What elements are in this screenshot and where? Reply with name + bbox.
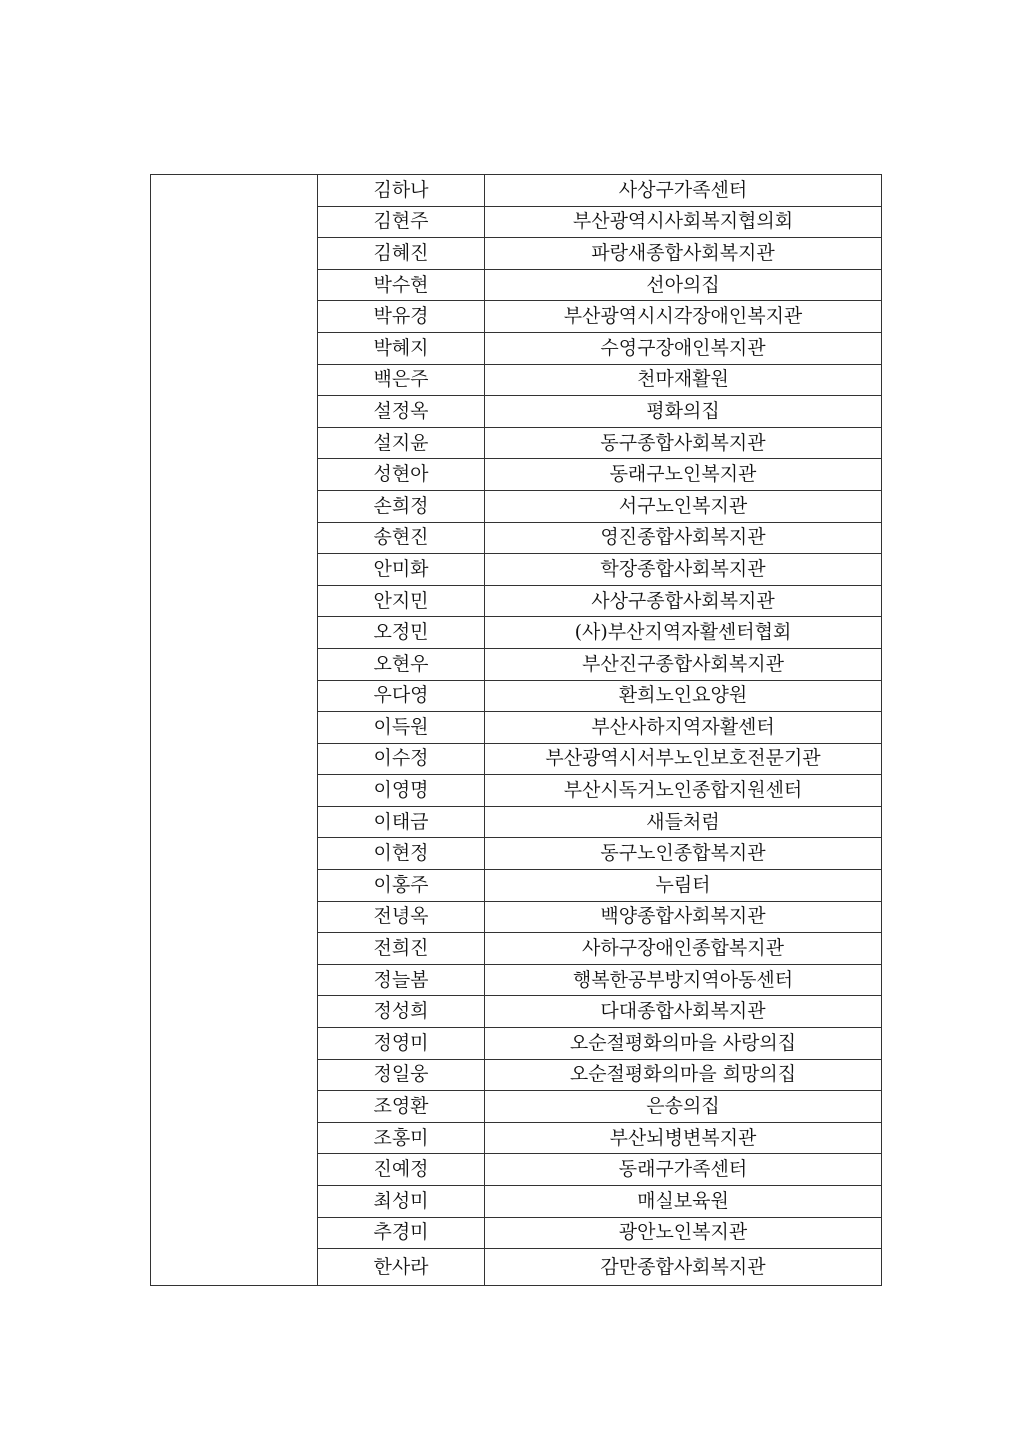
participant-table <box>150 174 882 1286</box>
organization-cell: 행복한공부방지역아동센터 <box>485 964 882 996</box>
name-cell: 조영환 <box>318 1091 485 1123</box>
name-cell: 오정민 <box>318 617 485 649</box>
organization-cell: 다대종합사회복지관 <box>485 996 882 1028</box>
name-cell: 이현정 <box>318 838 485 870</box>
organization-cell: 부산광역시서부노인보호전문기관 <box>485 743 882 775</box>
organization-cell: 부산진구종합사회복지관 <box>485 648 882 680</box>
organization-cell: 천마재활원 <box>485 364 882 396</box>
organization-cell: 광안노인복지관 <box>485 1217 882 1249</box>
organization-cell: (사)부산지역자활센터협회 <box>485 617 882 649</box>
organization-cell: 평화의집 <box>485 396 882 428</box>
name-cell: 안미화 <box>318 554 485 586</box>
organization-cell: 학장종합사회복지관 <box>485 554 882 586</box>
organization-cell: 동구노인종합복지관 <box>485 838 882 870</box>
name-cell: 김현주 <box>318 206 485 238</box>
organization-cell: 부산시독거노인종합지원센터 <box>485 775 882 807</box>
name-cell: 전녕옥 <box>318 901 485 933</box>
organization-cell: 매실보육원 <box>485 1186 882 1218</box>
name-cell: 안지민 <box>318 585 485 617</box>
organization-cell: 감만종합사회복지관 <box>485 1249 882 1286</box>
name-cell: 한사라 <box>318 1249 485 1286</box>
name-cell: 박혜지 <box>318 332 485 364</box>
name-cell: 성현아 <box>318 459 485 491</box>
name-cell: 진예정 <box>318 1154 485 1186</box>
name-cell: 정영미 <box>318 1028 485 1060</box>
name-cell: 손희정 <box>318 490 485 522</box>
name-cell: 정늘봄 <box>318 964 485 996</box>
name-cell: 우다영 <box>318 680 485 712</box>
participant-table-body <box>151 175 882 1286</box>
organization-cell: 동구종합사회복지관 <box>485 427 882 459</box>
organization-cell: 부산광역시시각장애인복지관 <box>485 301 882 333</box>
organization-cell: 누림터 <box>485 870 882 902</box>
organization-cell: 사하구장애인종합복지관 <box>485 933 882 965</box>
organization-cell: 사상구가족센터 <box>485 175 882 207</box>
organization-cell: 새들처럼 <box>485 806 882 838</box>
name-cell: 오현우 <box>318 648 485 680</box>
organization-cell: 동래구노인복지관 <box>485 459 882 491</box>
organization-cell: 오순절평화의마을 사랑의집 <box>485 1028 882 1060</box>
organization-cell: 부산뇌병변복지관 <box>485 1122 882 1154</box>
name-cell: 이득원 <box>318 712 485 744</box>
name-cell: 전희진 <box>318 933 485 965</box>
name-cell: 추경미 <box>318 1217 485 1249</box>
organization-cell: 백양종합사회복지관 <box>485 901 882 933</box>
organization-cell: 환희노인요양원 <box>485 680 882 712</box>
name-cell: 송현진 <box>318 522 485 554</box>
name-cell: 조홍미 <box>318 1122 485 1154</box>
name-cell: 설지윤 <box>318 427 485 459</box>
name-cell: 박수현 <box>318 269 485 301</box>
name-cell: 백은주 <box>318 364 485 396</box>
name-cell: 이수정 <box>318 743 485 775</box>
group-label-cell <box>151 175 318 1286</box>
name-cell: 김혜진 <box>318 238 485 270</box>
organization-cell: 영진종합사회복지관 <box>485 522 882 554</box>
table-row <box>151 175 882 207</box>
name-cell: 정성희 <box>318 996 485 1028</box>
name-cell: 이태금 <box>318 806 485 838</box>
organization-cell: 선아의집 <box>485 269 882 301</box>
name-cell: 김하나 <box>318 175 485 207</box>
organization-cell: 수영구장애인복지관 <box>485 332 882 364</box>
organization-cell: 파랑새종합사회복지관 <box>485 238 882 270</box>
name-cell: 정일웅 <box>318 1059 485 1091</box>
name-cell: 박유경 <box>318 301 485 333</box>
organization-cell: 오순절평화의마을 희망의집 <box>485 1059 882 1091</box>
name-cell: 이영명 <box>318 775 485 807</box>
name-cell: 설정옥 <box>318 396 485 428</box>
name-cell: 최성미 <box>318 1186 485 1218</box>
organization-cell: 은송의집 <box>485 1091 882 1123</box>
organization-cell: 사상구종합사회복지관 <box>485 585 882 617</box>
organization-cell: 서구노인복지관 <box>485 490 882 522</box>
name-cell: 이홍주 <box>318 870 485 902</box>
organization-cell: 부산사하지역자활센터 <box>485 712 882 744</box>
organization-cell: 부산광역시사회복지협의회 <box>485 206 882 238</box>
organization-cell: 동래구가족센터 <box>485 1154 882 1186</box>
